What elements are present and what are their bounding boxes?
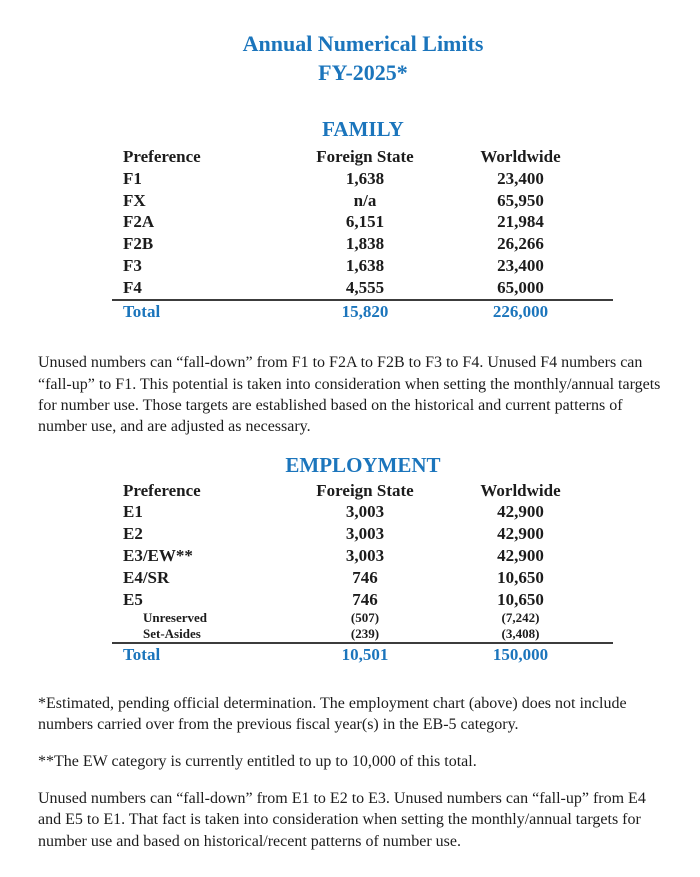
family-note-paragraph: Unused numbers can “fall-down” from F1 to F2A to F2B to F3 to F4. Unused F4 numbers can “fall-up” to F1. This potential is taken into consideration when setting the monthly/annual targets for number use. Those targets are established based on the historical and current patterns of number use, and are adjusted as necessary. (38, 354, 661, 436)
row-label: F2A (123, 212, 155, 232)
column-header-worldwide: Worldwide (480, 480, 561, 500)
table-row (112, 211, 613, 233)
cell-foreign-state: (239) (350, 626, 380, 642)
table-row (112, 168, 613, 190)
table-row (112, 190, 613, 212)
cell-worldwide: 10,650 (497, 567, 544, 587)
total-foreign-state: 15,820 (341, 301, 389, 321)
cell-worldwide: 10,650 (497, 589, 544, 609)
total-label: Total (123, 645, 161, 665)
family-table (112, 146, 613, 322)
row-label: Set-Asides (143, 626, 201, 642)
row-label: F2B (123, 234, 154, 254)
cell-worldwide: 65,950 (497, 190, 544, 210)
row-label: E4/SR (123, 567, 170, 587)
employment-section-heading: EMPLOYMENT (285, 452, 441, 477)
row-label: F4 (123, 277, 142, 297)
table-row (112, 255, 613, 277)
row-label: E1 (123, 502, 143, 522)
column-header-preference: Preference (123, 480, 201, 500)
employment-table (112, 480, 613, 667)
table-row (112, 545, 613, 567)
row-label: FX (123, 190, 146, 210)
cell-foreign-state: 1,838 (345, 234, 385, 254)
cell-worldwide: 21,984 (497, 212, 544, 232)
table-row (112, 589, 613, 611)
cell-foreign-state: 3,003 (345, 545, 385, 565)
cell-worldwide: 26,266 (497, 234, 544, 254)
table-row (112, 567, 613, 589)
cell-foreign-state: 3,003 (345, 502, 385, 522)
column-header-foreign-state: Foreign State (316, 147, 414, 166)
column-header-foreign-state: Foreign State (316, 480, 414, 500)
row-label: F3 (123, 255, 142, 275)
cell-worldwide: (7,242) (501, 610, 540, 626)
total-label: Total (123, 301, 161, 321)
cell-foreign-state: 746 (352, 589, 378, 609)
cell-foreign-state: 746 (352, 567, 378, 587)
family-table-header-row (112, 146, 613, 168)
page-title-line1: Annual Numerical Limits (242, 31, 484, 56)
row-label: E3/EW** (123, 545, 193, 565)
page-title-line2: FY-2025* (318, 59, 408, 85)
column-header-worldwide: Worldwide (480, 147, 561, 166)
cell-worldwide: 65,000 (497, 277, 544, 297)
employment-table-header-row (112, 480, 613, 502)
cell-foreign-state: 1,638 (345, 168, 385, 188)
row-label: E5 (123, 589, 143, 609)
row-label: Unreserved (143, 610, 208, 626)
table-subrow-set-asides (112, 626, 613, 642)
table-row (112, 501, 613, 523)
cell-foreign-state: 4,555 (345, 277, 385, 297)
cell-worldwide: 42,900 (497, 502, 544, 522)
employment-total-row (112, 642, 613, 666)
row-label: E2 (123, 524, 143, 544)
page-title (51, 30, 675, 87)
table-row (112, 523, 613, 545)
table-subrow-unreserved (112, 610, 613, 626)
cell-worldwide: 23,400 (497, 168, 544, 188)
cell-worldwide: 23,400 (497, 255, 544, 275)
row-label: F1 (123, 168, 142, 188)
cell-foreign-state: 6,151 (345, 212, 385, 232)
table-row (112, 233, 613, 255)
table-row (112, 277, 613, 299)
cell-foreign-state: 1,638 (345, 255, 385, 275)
family-total-row (112, 299, 613, 323)
total-worldwide: 226,000 (492, 301, 549, 321)
column-header-preference: Preference (123, 147, 201, 166)
cell-foreign-state: n/a (353, 190, 377, 210)
cell-worldwide: 42,900 (497, 524, 544, 544)
cell-worldwide: (3,408) (501, 626, 540, 642)
family-section-heading: FAMILY (322, 117, 404, 141)
cell-worldwide: 42,900 (497, 545, 544, 565)
footnote-estimated: *Estimated, pending official determination. The employment chart (above) does not include numbers carried over from the previous fiscal year(s) in the EB-5 category. (38, 695, 627, 734)
total-worldwide: 150,000 (492, 645, 549, 665)
employment-note-paragraph: Unused numbers can “fall-down” from E1 to E2 to E3. Unused numbers can “fall-up” from E4 and E5 to E1. That fact is taken into consideration when setting the monthly/annual targets for number use and based on historical/recent patterns of number use. (38, 790, 646, 850)
footnote-ew-category: **The EW category is currently entitled to up to 10,000 of this total. (38, 752, 477, 770)
cell-foreign-state: 3,003 (345, 524, 385, 544)
cell-foreign-state: (507) (350, 610, 380, 626)
total-foreign-state: 10,501 (341, 645, 389, 665)
